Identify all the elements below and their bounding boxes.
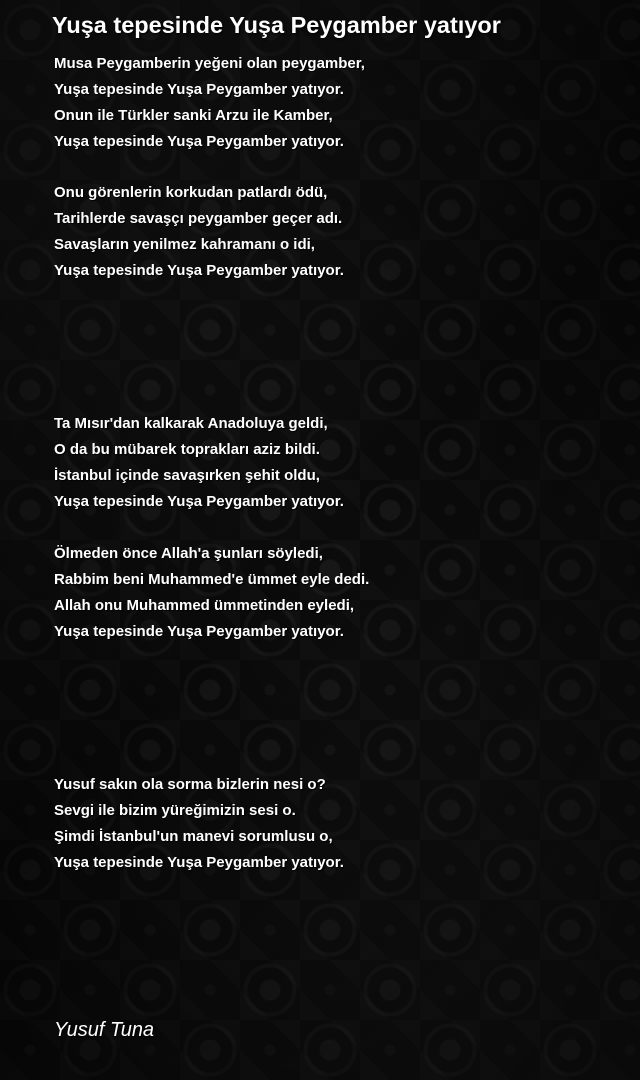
poem-line: Ta Mısır'dan kalkarak Anadoluya geldi,	[54, 415, 328, 432]
poem-line: Onun ile Türkler sanki Arzu ile Kamber,	[54, 107, 333, 124]
poem-title: Yuşa tepesinde Yuşa Peygamber yatıyor	[52, 12, 501, 38]
stanza-2	[54, 180, 594, 284]
poem-line: O da bu mübarek toprakları aziz bildi.	[54, 441, 320, 458]
stanza-1	[54, 51, 594, 155]
poem-line: Yuşa tepesinde Yuşa Peygamber yatıyor.	[54, 81, 344, 98]
poem-author: Yusuf Tuna	[54, 1019, 155, 1041]
poem-line: Yusuf sakın ola sorma bizlerin nesi o?	[54, 776, 326, 793]
poem-line: Rabbim beni Muhammed'e ümmet eyle dedi.	[54, 571, 370, 588]
stanza-3	[54, 411, 594, 515]
poem-line: İstanbul içinde savaşırken şehit oldu,	[54, 467, 320, 484]
poem-line: Yuşa tepesinde Yuşa Peygamber yatıyor.	[54, 262, 344, 279]
stanza-5	[54, 772, 594, 876]
poem-line: Tarihlerde savaşçı peygamber geçer adı.	[54, 210, 343, 227]
poem-line: Şimdi İstanbul'un manevi sorumlusu o,	[54, 828, 333, 845]
poem-line: Sevgi ile bizim yüreğimizin sesi o.	[54, 802, 296, 819]
poem-line: Onu görenlerin korkudan patlardı ödü,	[54, 184, 328, 201]
poem-line: Yuşa tepesinde Yuşa Peygamber yatıyor.	[54, 133, 344, 150]
poem-line: Savaşların yenilmez kahramanı o idi,	[54, 236, 315, 253]
poem-line: Yuşa tepesinde Yuşa Peygamber yatıyor.	[54, 623, 344, 640]
poem-line: Yuşa tepesinde Yuşa Peygamber yatıyor.	[54, 493, 344, 510]
poem-line: Allah onu Muhammed ümmetinden eyledi,	[54, 597, 355, 614]
poem-line: Ölmeden önce Allah'a şunları söyledi,	[54, 545, 323, 562]
stanza-4	[54, 541, 594, 645]
poem-line: Musa Peygamberin yeğeni olan peygamber,	[54, 55, 365, 72]
poem-line: Yuşa tepesinde Yuşa Peygamber yatıyor.	[54, 854, 344, 871]
